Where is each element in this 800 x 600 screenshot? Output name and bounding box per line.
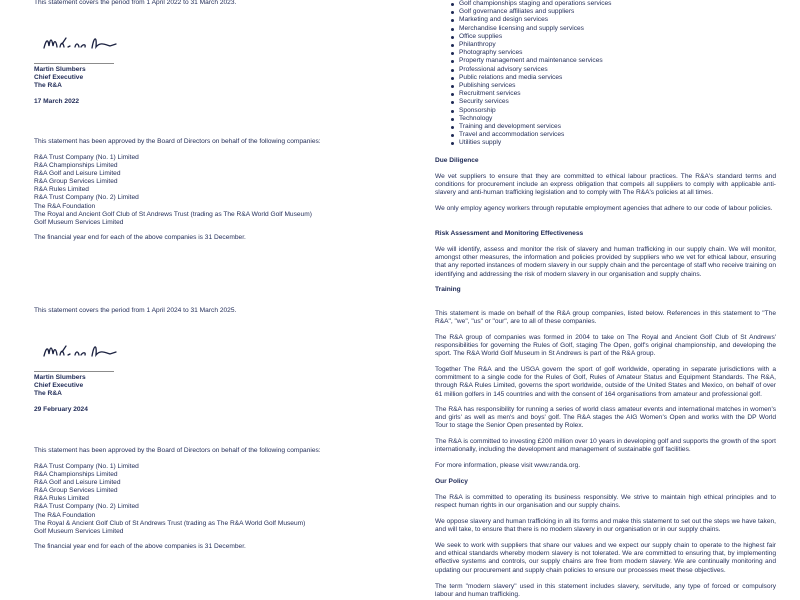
- company-item: R&A Championships Limited: [34, 162, 118, 170]
- statement1-approval: This statement has been approved by the Board of Directors on behalf of the following companies:: [34, 138, 321, 145]
- policy-paragraph-3: We seek to work with suppliers that share our values and we expect our supply chain to operate to the highest fair and ethical standards whereby modern slavery is not tolerated. We are committed to ensuring that, by implementing effective systems and controls, our supply chains are free from modern slavery. We are continually monitoring and updating our procurement and supply chain policies to ensure our processes meet these objectives.: [435, 542, 776, 574]
- company-item: R&A Group Services Limited: [34, 487, 118, 495]
- statement1-period: This statement covers the period from 1 April 2022 to 31 March 2023.: [34, 0, 237, 6]
- company-item: R&A Trust Company (No. 1) Limited: [34, 154, 139, 161]
- list-item: Office supplies: [451, 33, 611, 41]
- company-item: R&A Golf and Leisure Limited: [34, 479, 121, 487]
- risk-paragraph-1: We will identify, assess and monitor the risk of slavery and human trafficking in our supply chain. We will monitor, amongst other measures, the information and policies provided by suppliers who we vet for ethical labour, ensuring that any reported instances of modern slavery in our supply chain and the percentage of staff who receive training on identifying and addressing the risk of modern slavery in our organisation and supply chains.: [435, 246, 776, 278]
- company-item: R&A Trust Company (No. 1) Limited: [34, 463, 139, 470]
- list-item: Golf championships staging and operations services: [451, 0, 611, 8]
- statement2-signatory-name: Martin Slumbers: [34, 374, 86, 381]
- list-item: Public relations and media services: [451, 74, 611, 82]
- statement2-signatory-title: Chief Executive: [34, 382, 84, 389]
- risk-heading: Risk Assessment and Monitoring Effectiveness: [435, 230, 584, 237]
- statement2-fy-note: The financial year end for each of the above companies is 31 December.: [34, 543, 246, 550]
- company-item: The R&A Foundation: [34, 202, 96, 210]
- company-item: The Royal & Ancient Golf Club of St Andrews Trust (trading as The R&A World Golf Museum): [34, 519, 306, 527]
- signature-line: [34, 63, 114, 64]
- list-item: Professional advisory services: [451, 66, 611, 74]
- company-item: R&A Group Services Limited: [34, 178, 118, 186]
- company-item: The R&A Foundation: [34, 511, 96, 519]
- policy-paragraph-2: We oppose slavery and human trafficking in all its forms and make this statement to set out the steps we have taken, and will take, to ensure that there is no modern slavery in our organisation or in our supply chains.: [435, 518, 776, 534]
- company-item: R&A Trust Company (No. 2) Limited: [34, 503, 139, 511]
- list-item: Technology: [451, 115, 611, 123]
- statement1-date: 17 March 2022: [34, 98, 80, 105]
- list-item: Sponsorship: [451, 107, 611, 115]
- statement2-signatory-org: The R&A: [34, 390, 62, 397]
- company-item: Golf Museum Services Limited: [34, 527, 124, 535]
- statement2-period: This statement covers the period from 1 April 2024 to 31 March 2025.: [34, 307, 237, 314]
- statement1-fy-note: The financial year end for each of the above companies is 31 December.: [34, 234, 246, 241]
- intro-paragraph-5: The R&A is committed to investing £200 million over 10 years in developing golf and supports the growth of the sport internationally, including the development and management of sustainable golf facilities.: [435, 438, 776, 454]
- statement1-signatory-org: The R&A: [34, 82, 62, 89]
- policy-paragraph-1: The R&A is committed to operating its business responsibly. We strive to maintain high ethical principles and to respect human rights in our organisation and our supply chains.: [435, 494, 776, 510]
- training-heading: Training: [435, 286, 461, 293]
- signature-line: [34, 371, 114, 372]
- list-item: Training and development services: [451, 123, 611, 131]
- statement1-signatory-name: Martin Slumbers: [34, 66, 86, 73]
- statement2-company-list: [34, 463, 394, 536]
- company-item: R&A Rules Limited: [34, 186, 89, 194]
- statement1-company-list: [34, 154, 394, 227]
- list-item: Philanthropy: [451, 41, 611, 49]
- intro-paragraph-1: This statement is made on behalf of the R&A group companies, listed below. References in this statement to "The R&A", "we", "us" or "our", are to all of these companies.: [435, 310, 776, 326]
- list-item: Recruitment services: [451, 90, 611, 98]
- due-diligence-paragraph-2: We only employ agency workers through reputable employment agencies that adhere to our code of labour policies.: [435, 205, 773, 212]
- company-item: The Royal and Ancient Golf Club of St Andrews Trust (trading as The R&A World Golf Museum): [34, 210, 312, 218]
- list-item: Publishing services: [451, 82, 611, 90]
- company-item: R&A Trust Company (No. 2) Limited: [34, 194, 139, 202]
- company-item: R&A Championships Limited: [34, 471, 118, 479]
- statement1-signatory-title: Chief Executive: [34, 74, 84, 81]
- list-item: Golf governance affiliates and suppliers: [451, 8, 611, 16]
- signature-icon: [42, 32, 142, 54]
- list-item: Travel and accommodation services: [451, 131, 611, 139]
- company-item: Golf Museum Services Limited: [34, 218, 124, 226]
- list-item: Property management and maintenance services: [451, 57, 611, 65]
- policy-heading: Our Policy: [435, 478, 468, 485]
- policy-paragraph-4: The term "modern slavery" used in this statement includes slavery, servitude, any type of forced or compulsory labour and human trafficking.: [435, 583, 776, 599]
- list-item: Utilities supply: [451, 139, 611, 147]
- statement2-date: 29 February 2024: [34, 406, 88, 413]
- signature-icon: [42, 340, 142, 362]
- list-item: Security services: [451, 98, 611, 106]
- supplier-category-list: [451, 0, 611, 148]
- intro-paragraph-2: The R&A group of companies was formed in 2004 to take on The Royal and Ancient Golf Club of St Andrews' responsibilities for governing the Rules of Golf, staging The Open, golf's original championship, and developing the sport. The R&A World Golf Museum in St Andrews is part of the R&A group.: [435, 334, 776, 358]
- company-item: R&A Rules Limited: [34, 495, 89, 503]
- company-item: R&A Golf and Leisure Limited: [34, 170, 121, 178]
- intro-paragraph-6: For more information, please visit www.randa.org.: [435, 462, 581, 469]
- list-item: Photography services: [451, 49, 611, 57]
- intro-paragraph-3: Together The R&A and the USGA govern the sport of golf worldwide, operating in separate jurisdictions with a commitment to a single code for the Rules of Golf, Rules of Amateur Status and Equipment Standards. The R&A, through R&A Rules Limited, governs the sport worldwide, outside of the United States and Mexico, on behalf of over 61 million golfers in 145 countries and with the consent of 164 organisations from amateur and professional golf.: [435, 366, 776, 398]
- intro-paragraph-4: The R&A has responsibility for running a series of world class amateur events and international matches in women's and girls' as well as men's and boys' golf. The R&A stages the AIG Women's Open and works with the DP World Tour to stage the Senior Open presented by Rolex.: [435, 406, 776, 430]
- statement2-approval: This statement has been approved by the Board of Directors on behalf of the following companies:: [34, 447, 321, 454]
- list-item: Merchandise licensing and supply services: [451, 25, 611, 33]
- due-diligence-paragraph-1: We vet suppliers to ensure that they are committed to ethical labour practices. The R&A's standard terms and conditions for procurement include an express obligation that compels all suppliers to comply with applicable anti-slavery and anti-human trafficking legislation and to comply with The R&A's policies at all times.: [435, 173, 776, 197]
- list-item: Marketing and design services: [451, 16, 611, 24]
- due-diligence-heading: Due Diligence: [435, 157, 479, 164]
